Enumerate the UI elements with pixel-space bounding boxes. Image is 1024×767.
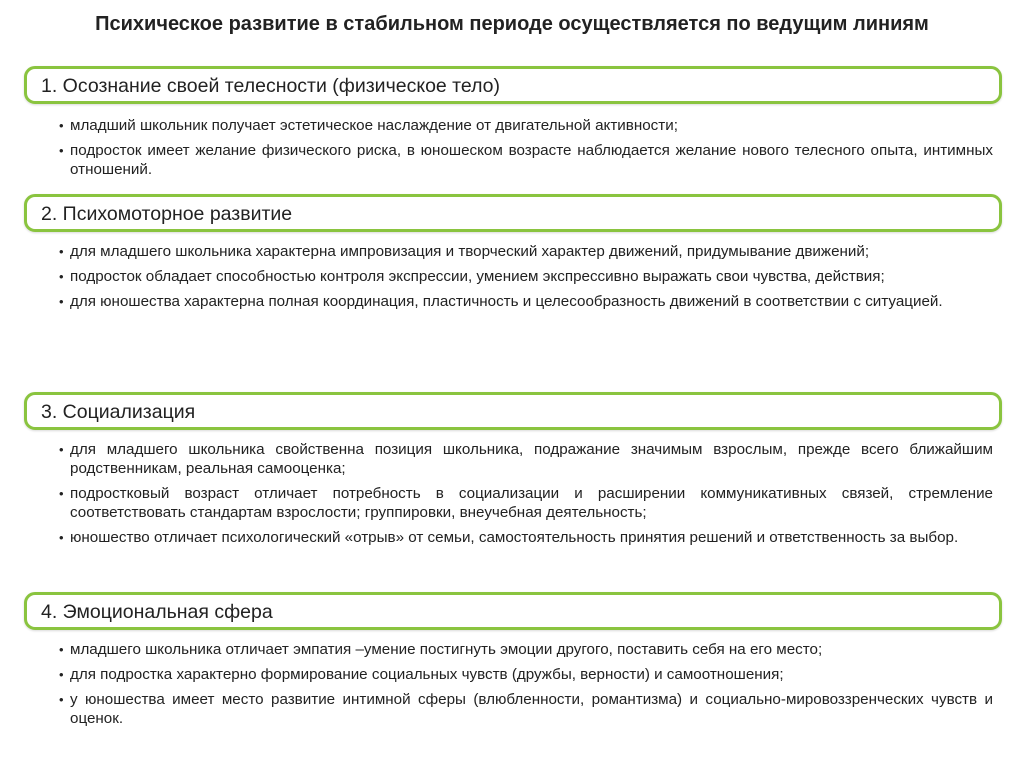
bullet-icon: •	[59, 294, 64, 309]
list-item	[59, 484, 993, 522]
bullet-icon: •	[59, 667, 64, 682]
list-item-text: младший школьник получает эстетическое наслаждение от двигательной активности;	[70, 117, 678, 134]
list-item-text: для подростка характерно формирование социальных чувств (дружбы, верности) и самоотношения;	[70, 666, 784, 683]
bullet-icon: •	[59, 642, 64, 657]
list-item-text: подросток обладает способностью контроля экспрессии, умением экспрессивно выражать свои чувства, действия;	[70, 268, 885, 285]
list-item-text: подростковый возраст отличает потребность в социализации и расширении коммуникативных связей, стремление соответствовать стандартам взрослости; группировки, внеучебная деятельность;	[70, 485, 993, 521]
bullet-list	[59, 440, 993, 553]
section-header-label: 3. Социализация	[41, 401, 196, 423]
section-header	[24, 592, 1002, 630]
bullet-icon: •	[59, 244, 64, 259]
bullet-icon: •	[59, 486, 64, 501]
bullet-icon: •	[59, 442, 64, 457]
list-item	[59, 528, 993, 547]
list-item	[59, 690, 993, 728]
section-header-label: 1. Осознание своей телесности (физическое тело)	[41, 75, 501, 97]
bullet-icon: •	[59, 143, 64, 158]
list-item	[59, 292, 993, 311]
section-header-label: 2. Психомоторное развитие	[41, 203, 293, 225]
bullet-icon: •	[59, 269, 64, 284]
list-item	[59, 242, 993, 261]
list-item-text: у юношества имеет место развитие интимной сферы (влюбленности, романтизма) и социально-мировоззренческих чувств и оценок.	[70, 691, 993, 727]
section-header-label: 4. Эмоциональная сфера	[41, 601, 273, 623]
list-item-text: для юношества характерна полная координация, пластичность и целесообразность движений в соответствии с ситуацией.	[70, 293, 943, 310]
list-item	[59, 267, 993, 286]
section-header	[24, 392, 1002, 430]
bullet-list	[59, 640, 993, 734]
bullet-list	[59, 242, 993, 317]
list-item-text: подросток имеет желание физического риска, в юношеском возрасте наблюдается желание нового телесного опыта, интимных отношений.	[70, 142, 993, 178]
section-header	[24, 66, 1002, 104]
list-item	[59, 640, 993, 659]
page-title: Психическое развитие в стабильном периоде осуществляется по ведущим линиям	[95, 13, 929, 35]
bullet-icon: •	[59, 118, 64, 133]
bullet-icon: •	[59, 530, 64, 545]
list-item	[59, 665, 993, 684]
list-item-text: для младшего школьника свойственна позиция школьника, подражание значимым взрослым, прежде всего ближайшим родственникам, реальная самооценка;	[70, 441, 993, 477]
section-header	[24, 194, 1002, 232]
bullet-list	[59, 116, 993, 185]
list-item-text: для младшего школьника характерна импровизация и творческий характер движений, придумывание движений;	[70, 243, 870, 260]
list-item	[59, 440, 993, 478]
list-item	[59, 116, 993, 135]
list-item-text: младшего школьника отличает эмпатия –умение постигнуть эмоции другого, поставить себя на его место;	[70, 641, 823, 658]
bullet-icon: •	[59, 692, 64, 707]
list-item-text: юношество отличает психологический «отрыв» от семьи, самостоятельность принятия решений и ответственность за выбор.	[70, 529, 959, 546]
list-item	[59, 141, 993, 179]
